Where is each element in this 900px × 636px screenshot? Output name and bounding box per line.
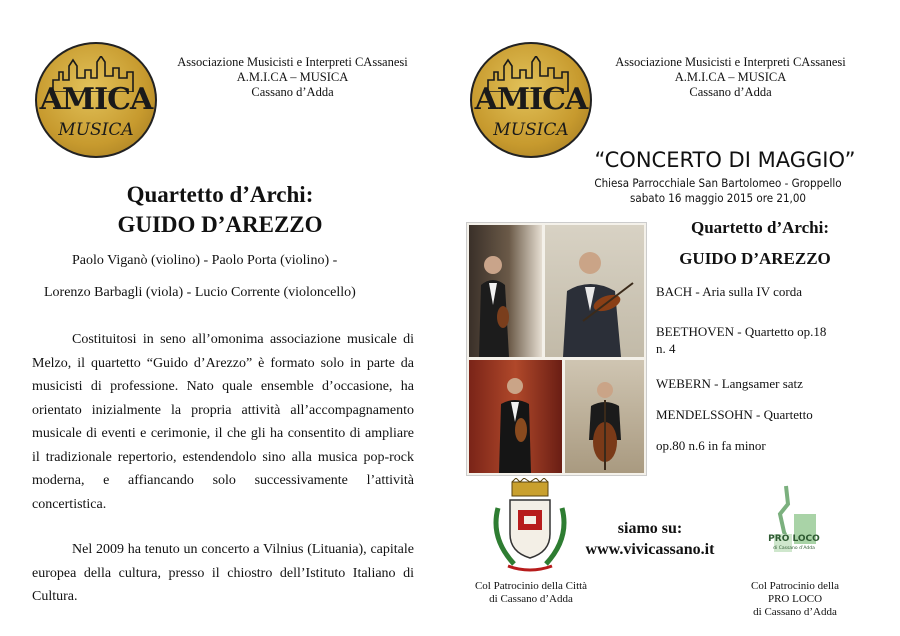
left-title — [60, 180, 380, 240]
pro-loco-line1: Col Patrocinio della — [751, 580, 839, 592]
left-title-line2: GUIDO D’AREZZO — [117, 212, 323, 237]
violinist-figure-icon — [469, 225, 542, 357]
cellist-figure-icon — [565, 360, 644, 473]
logo-musica-word: MUSICA — [493, 120, 569, 140]
association-city: Cassano d’Adda — [251, 85, 334, 99]
program-work: - Langsamer satz — [710, 376, 803, 391]
association-acronym: A.M.I.CA – MUSICA — [674, 70, 787, 84]
cassano-coat-of-arms — [484, 478, 576, 576]
pro-loco-logo — [766, 484, 822, 574]
pro-loco-logo-sub: di Cassano d’Adda — [773, 546, 815, 551]
city-patronage-line1: Col Patrocinio della Città — [474, 580, 588, 592]
program-item-mendelssohn-cont — [656, 437, 876, 454]
social-info — [575, 518, 725, 560]
left-title-line1: Quartetto d’Archi: — [126, 182, 314, 207]
photo-violinist-2 — [545, 225, 644, 357]
program-composer: BACH — [656, 284, 693, 299]
program-work: op.80 n.6 in fa minor — [656, 438, 766, 453]
siamo-su-label: siamo su: — [617, 520, 683, 537]
city-patronage-caption — [456, 580, 606, 606]
violist-figure-icon — [469, 360, 562, 473]
program-item-mendelssohn — [656, 406, 876, 423]
program-item-beethoven-cont — [656, 340, 876, 357]
amica-musica-logo-left — [35, 42, 157, 158]
program-work: - Aria sulla IV corda — [692, 284, 802, 299]
left-paragraph-2: Nel 2009 ha tenuto un concerto a Vilnius (Lituania), capitale europea della cultura, presso il chiostro dell’Istituto Italiano di Cultura. — [32, 542, 414, 604]
violinist-figure-icon — [545, 225, 644, 357]
concert-title: “CONCERTO DI MAGGIO” — [594, 148, 856, 172]
pro-loco-line2: PRO LOCO — [767, 593, 823, 605]
pro-loco-line3: di Cassano d’Adda — [753, 606, 837, 618]
website-link[interactable]: www.vivicassano.it — [585, 541, 715, 558]
coat-of-arms-icon — [484, 478, 576, 576]
program-composer: MENDELSSOHN — [656, 407, 753, 422]
association-name: Associazione Musicisti e Interpreti CAssanesi — [615, 55, 846, 69]
program-work: n. 4 — [656, 341, 676, 356]
program-composer: BEETHOVEN — [656, 324, 734, 339]
program-item-beethoven — [656, 323, 876, 340]
association-name: Associazione Musicisti e Interpreti CAssanesi — [177, 55, 408, 69]
program-item-bach — [656, 283, 876, 300]
pro-loco-patronage-caption — [730, 580, 860, 619]
photo-cellist — [565, 360, 644, 473]
concert-venue: Chiesa Parrocchiale San Bartolomeo - Groppello — [594, 176, 842, 190]
members-line2: Lorenzo Barbagli (viola) - Lucio Corrente (violoncello) — [44, 285, 356, 300]
logo-amica-word: AMICA — [474, 82, 588, 117]
program-composer: WEBERN — [656, 376, 711, 391]
association-acronym: A.M.I.CA – MUSICA — [236, 70, 349, 84]
photo-violinist-1 — [469, 225, 542, 357]
logo-musica-word: MUSICA — [58, 120, 134, 140]
association-city: Cassano d’Adda — [689, 85, 772, 99]
right-title-line1: Quartetto d’Archi: — [690, 218, 830, 237]
amica-musica-logo-right — [470, 42, 592, 158]
logo-amica-word: AMICA — [39, 82, 153, 117]
left-paragraph-1: Costituitosi in seno all’omonima associazione musicale di Melzo, il quartetto “Guido d’Arezzo” è formato solo in parte da musicisti di professione. Nato quale ensemble d’occasione, ha orientato inizialmente la propria attività all’accompagnamento musicale di eventi e cerimonie, il che gli ha consentito di ampliare il tradizionale repertorio, estendendolo sino alla musica pop-rock moderna, e affiancando solo successivamente l’attività concertistica. — [32, 332, 414, 512]
program-work: - Quartetto op.18 — [734, 324, 827, 339]
program-item-webern — [656, 375, 876, 392]
pro-loco-logo-text: PRO LOCO — [768, 534, 820, 544]
association-header-left — [160, 55, 425, 100]
association-header-right — [598, 55, 863, 100]
concert-date: sabato 16 maggio 2015 ore 21,00 — [630, 191, 806, 205]
photo-violist — [469, 360, 562, 473]
quartet-photo-collage — [466, 222, 647, 476]
city-patronage-line2: di Cassano d’Adda — [489, 593, 573, 605]
members-line1: Paolo Viganò (violino) - Paolo Porta (violino) - — [72, 253, 338, 268]
right-title-line2: GUIDO D’AREZZO — [679, 249, 831, 268]
program-work: - Quartetto — [752, 407, 813, 422]
